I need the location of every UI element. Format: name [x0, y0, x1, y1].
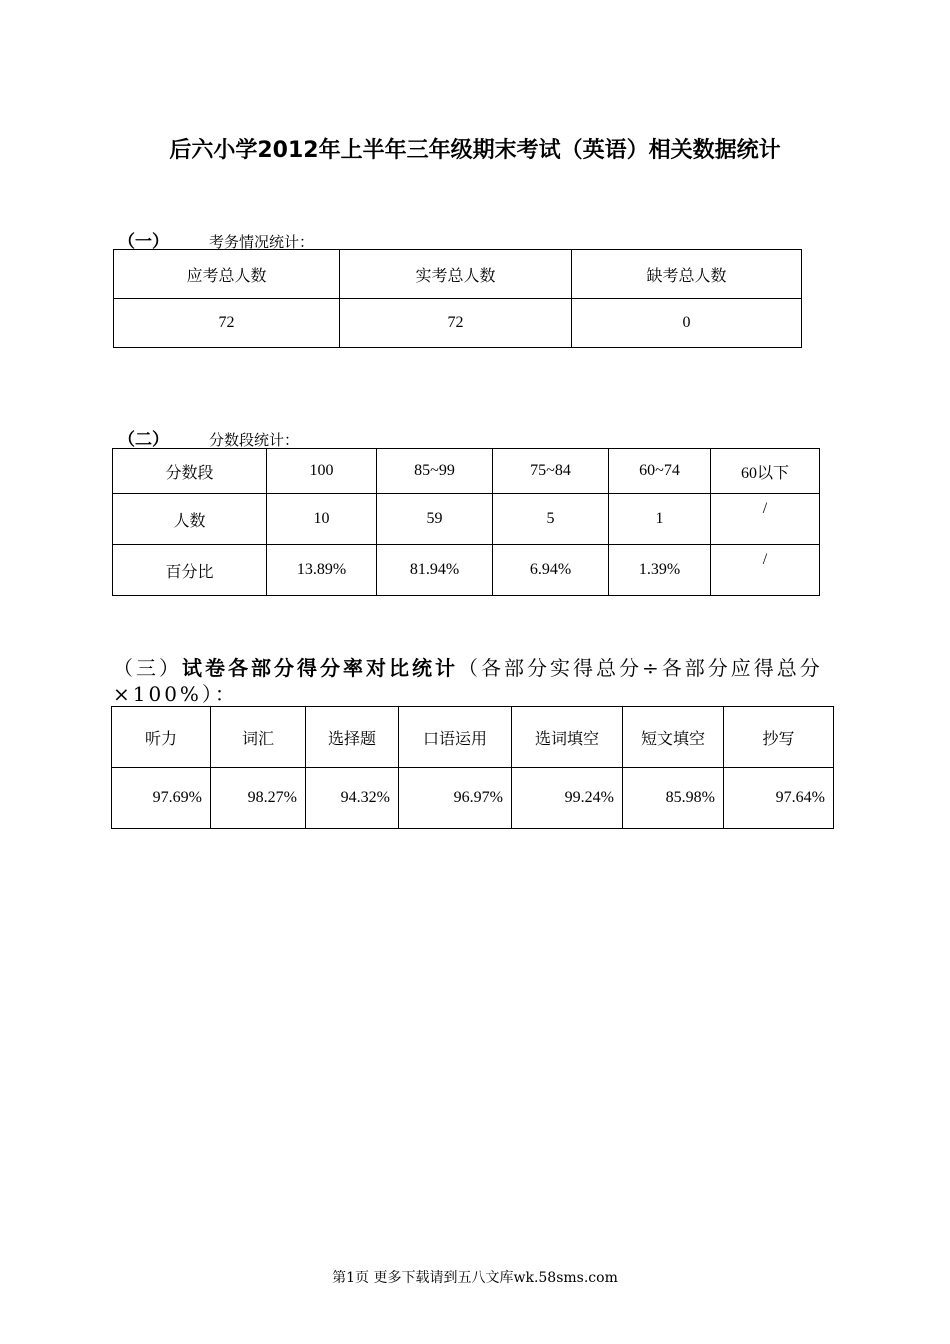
rate-word-fill: 99.24%	[512, 768, 623, 829]
table-row	[112, 768, 834, 829]
section2-label	[118, 425, 299, 450]
section-score-rate-table	[111, 706, 834, 829]
table-header-row	[113, 449, 820, 494]
header-range-60-74: 60~74	[609, 449, 711, 494]
rate-oral-usage: 96.97%	[399, 768, 512, 829]
percent-75-84: 6.94%	[493, 545, 609, 596]
header-copying: 抄写	[724, 707, 834, 768]
header-passage-fill: 短文填空	[623, 707, 724, 768]
value-expected-count: 72	[114, 299, 340, 348]
rate-multiple-choice: 94.32%	[306, 768, 399, 829]
percent-100: 13.89%	[267, 545, 377, 596]
table-header-row	[114, 250, 802, 299]
header-vocabulary: 词汇	[211, 707, 306, 768]
section3-title: 试卷各部分得分率对比统计	[182, 656, 458, 680]
section3-note: （各部分实得总分÷各部分应得总分×100%）：	[113, 656, 823, 706]
header-range-75-84: 75~84	[493, 449, 609, 494]
percent-60-74: 1.39%	[609, 545, 711, 596]
header-word-fill: 选词填空	[512, 707, 623, 768]
rate-listening: 97.69%	[112, 768, 211, 829]
table-row	[113, 494, 820, 545]
table-header-row	[112, 707, 834, 768]
percent-85-99: 81.94%	[377, 545, 493, 596]
value-actual-count: 72	[340, 299, 572, 348]
rate-passage-fill: 85.98%	[623, 768, 724, 829]
rate-copying: 97.64%	[724, 768, 834, 829]
score-range-table	[112, 448, 820, 596]
header-range-100: 100	[267, 449, 377, 494]
header-multiple-choice: 选择题	[306, 707, 399, 768]
rate-vocabulary: 98.27%	[211, 768, 306, 829]
section3-label	[113, 655, 863, 707]
count-85-99: 59	[377, 494, 493, 545]
count-below-60: /	[711, 494, 820, 545]
value-absent-count: 0	[572, 299, 802, 348]
percent-below-60: /	[711, 545, 820, 596]
header-listening: 听力	[112, 707, 211, 768]
table-row	[113, 545, 820, 596]
section1-number: （一）	[118, 232, 169, 252]
header-range-85-99: 85~99	[377, 449, 493, 494]
row-label-count: 人数	[113, 494, 267, 545]
section3-number: （三）	[113, 656, 182, 680]
table-row	[114, 299, 802, 348]
header-actual-count: 实考总人数	[340, 250, 572, 299]
page-footer: 第1页 更多下载请到五八文库wk.58sms.com	[332, 1270, 618, 1286]
header-score-range: 分数段	[113, 449, 267, 494]
section2-number: （二）	[118, 430, 169, 450]
header-absent-count: 缺考总人数	[572, 250, 802, 299]
section1-title: 考务情况统计：	[209, 233, 315, 251]
header-range-below-60: 60以下	[711, 449, 820, 494]
count-75-84: 5	[493, 494, 609, 545]
header-expected-count: 应考总人数	[114, 250, 340, 299]
section2-title: 分数段统计：	[209, 431, 300, 449]
row-label-percent: 百分比	[113, 545, 267, 596]
count-100: 10	[267, 494, 377, 545]
count-60-74: 1	[609, 494, 711, 545]
page-title: 后六小学2012年上半年三年级期末考试（英语）相关数据统计	[169, 138, 781, 163]
header-oral-usage: 口语运用	[399, 707, 512, 768]
exam-affairs-table	[113, 249, 802, 348]
